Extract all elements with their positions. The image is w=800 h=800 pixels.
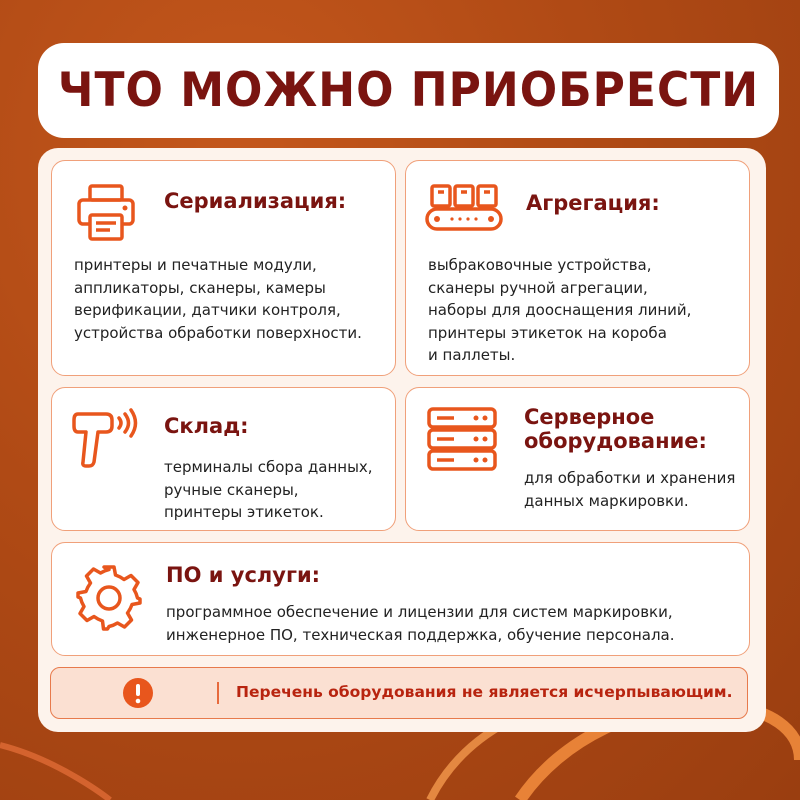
text-line: выбраковочные устройства, <box>428 256 652 274</box>
card-text-software <box>166 601 675 646</box>
text-line: терминалы сбора данных, <box>164 458 373 476</box>
text-line: верификации, датчики контроля, <box>74 301 341 319</box>
card-warehouse <box>51 387 396 531</box>
card-text-server <box>524 467 735 512</box>
text-line: и паллеты. <box>428 346 516 364</box>
page-title: ЧТО МОЖНО ПРИОБРЕСТИ <box>57 62 760 119</box>
text-line: инженерное ПО, техническая поддержка, обучение персонала. <box>166 625 675 644</box>
card-server <box>405 387 750 531</box>
card-aggregation <box>405 160 750 376</box>
text-line: наборы для дооснащения линий, <box>428 301 692 319</box>
card-title-software: ПО и услуги: <box>166 563 321 587</box>
title-line: Серверное <box>524 405 655 429</box>
text-line: принтеры и печатные модули, <box>74 256 317 274</box>
card-title-serialization: Сериализация: <box>164 189 347 213</box>
title-line: оборудование: <box>524 429 707 453</box>
card-title-server <box>524 405 707 453</box>
note-text: Перечень оборудования не является исчерпывающим. <box>236 683 733 701</box>
card-text-serialization <box>74 254 362 344</box>
text-line: программное обеспечение и лицензии для систем маркировки, <box>166 603 673 621</box>
text-line: аппликаторы, сканеры, камеры <box>74 278 326 297</box>
text-line: принтеры этикеток на короба <box>428 323 667 342</box>
card-title-warehouse: Склад: <box>164 414 249 438</box>
disclaimer-note <box>50 667 748 719</box>
card-software <box>51 542 750 656</box>
text-line: для обработки и хранения <box>524 469 736 487</box>
card-title-aggregation: Агрегация: <box>526 191 660 215</box>
header-banner <box>38 43 779 138</box>
text-line: принтеры этикеток. <box>164 503 324 521</box>
text-line: устройства обработки поверхности. <box>74 323 362 342</box>
printer-icon <box>74 183 138 243</box>
text-line: сканеры ручной агрегации, <box>428 278 648 297</box>
note-separator <box>217 682 219 704</box>
server-icon <box>426 406 498 472</box>
card-text-warehouse <box>164 456 373 524</box>
conveyor-icon <box>424 183 504 235</box>
gear-icon <box>74 563 144 633</box>
text-line: данных маркировки. <box>524 491 689 510</box>
barcode-scanner-icon <box>72 406 140 470</box>
text-line: ручные сканеры, <box>164 480 299 499</box>
exclamation-icon <box>122 677 154 709</box>
card-serialization <box>51 160 396 376</box>
card-text-aggregation <box>428 254 691 367</box>
